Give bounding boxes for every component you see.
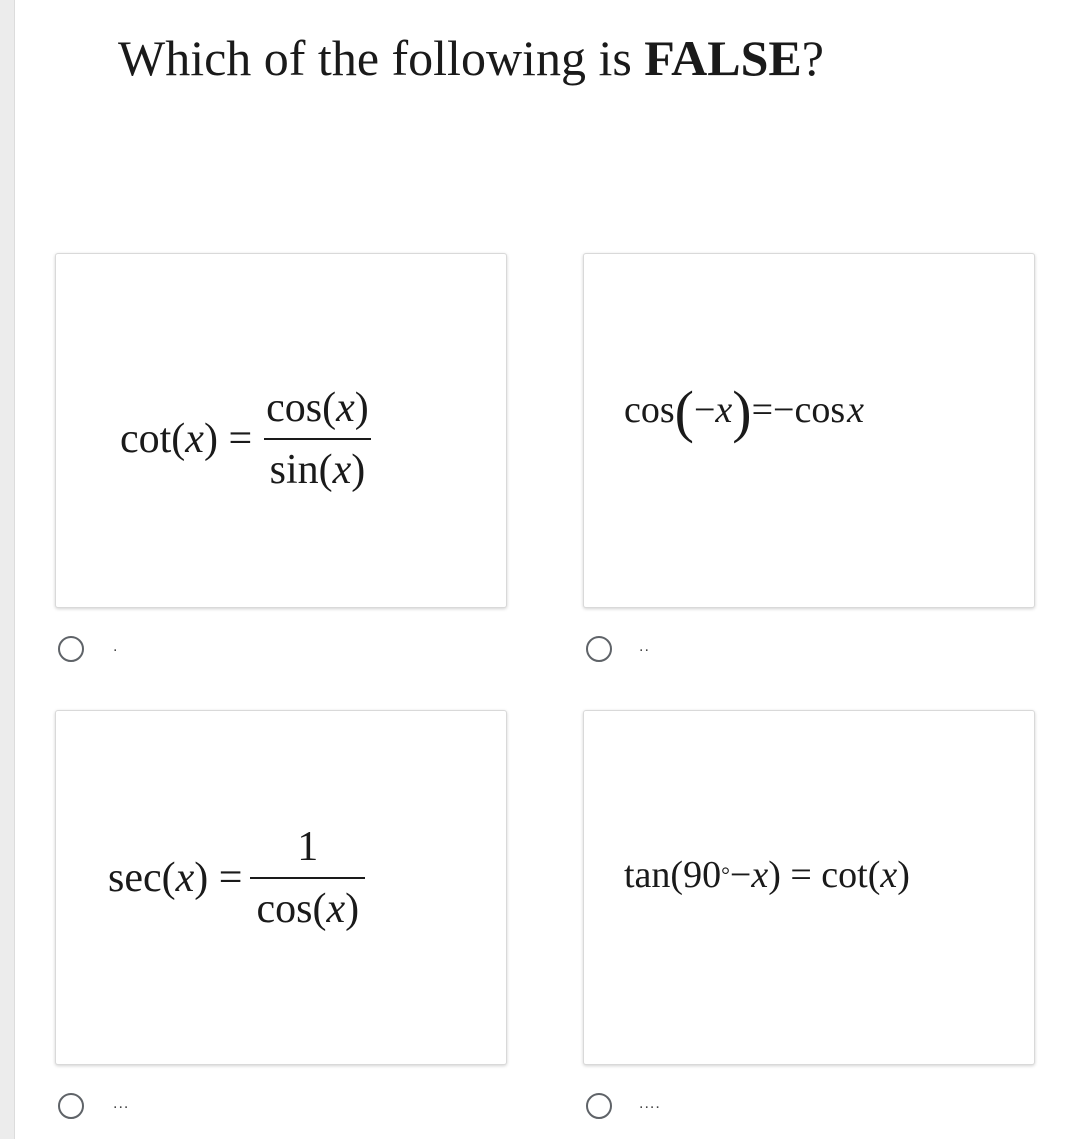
- option-card-1[interactable]: [55, 253, 507, 608]
- option-label-2: ..: [639, 638, 650, 655]
- option-card-3[interactable]: [55, 710, 507, 1065]
- option-label-1: .: [113, 638, 119, 655]
- option-label-3: ...: [113, 1095, 130, 1112]
- formula-cos-even: cos ( − x ) =−cos x: [624, 379, 865, 444]
- left-margin-strip: [0, 0, 15, 1139]
- question-text: Which of the following is FALSE?: [118, 30, 824, 86]
- option-radio-2[interactable]: [586, 636, 612, 662]
- fraction: $\frac{1}{\cos(x)}$: [250, 823, 365, 933]
- option-card-4[interactable]: [583, 710, 1035, 1065]
- formula-sec: sec( x ) = $\frac{1}{\cos(x)}$: [108, 823, 365, 933]
- fraction: $\frac{\cos(x)}{\sin(x)}$: [260, 384, 375, 494]
- option-radio-4[interactable]: [586, 1093, 612, 1119]
- option-card-2[interactable]: [583, 253, 1035, 608]
- option-radio-1[interactable]: [58, 636, 84, 662]
- formula-tan-cofunction: tan(90 ° − x ) = cot( x ): [624, 854, 910, 896]
- formula-cot: cot( x ) = $\frac{\cos(x)}{\sin(x)}$: [120, 384, 375, 494]
- option-radio-3[interactable]: [58, 1093, 84, 1119]
- option-label-4: ....: [639, 1095, 661, 1112]
